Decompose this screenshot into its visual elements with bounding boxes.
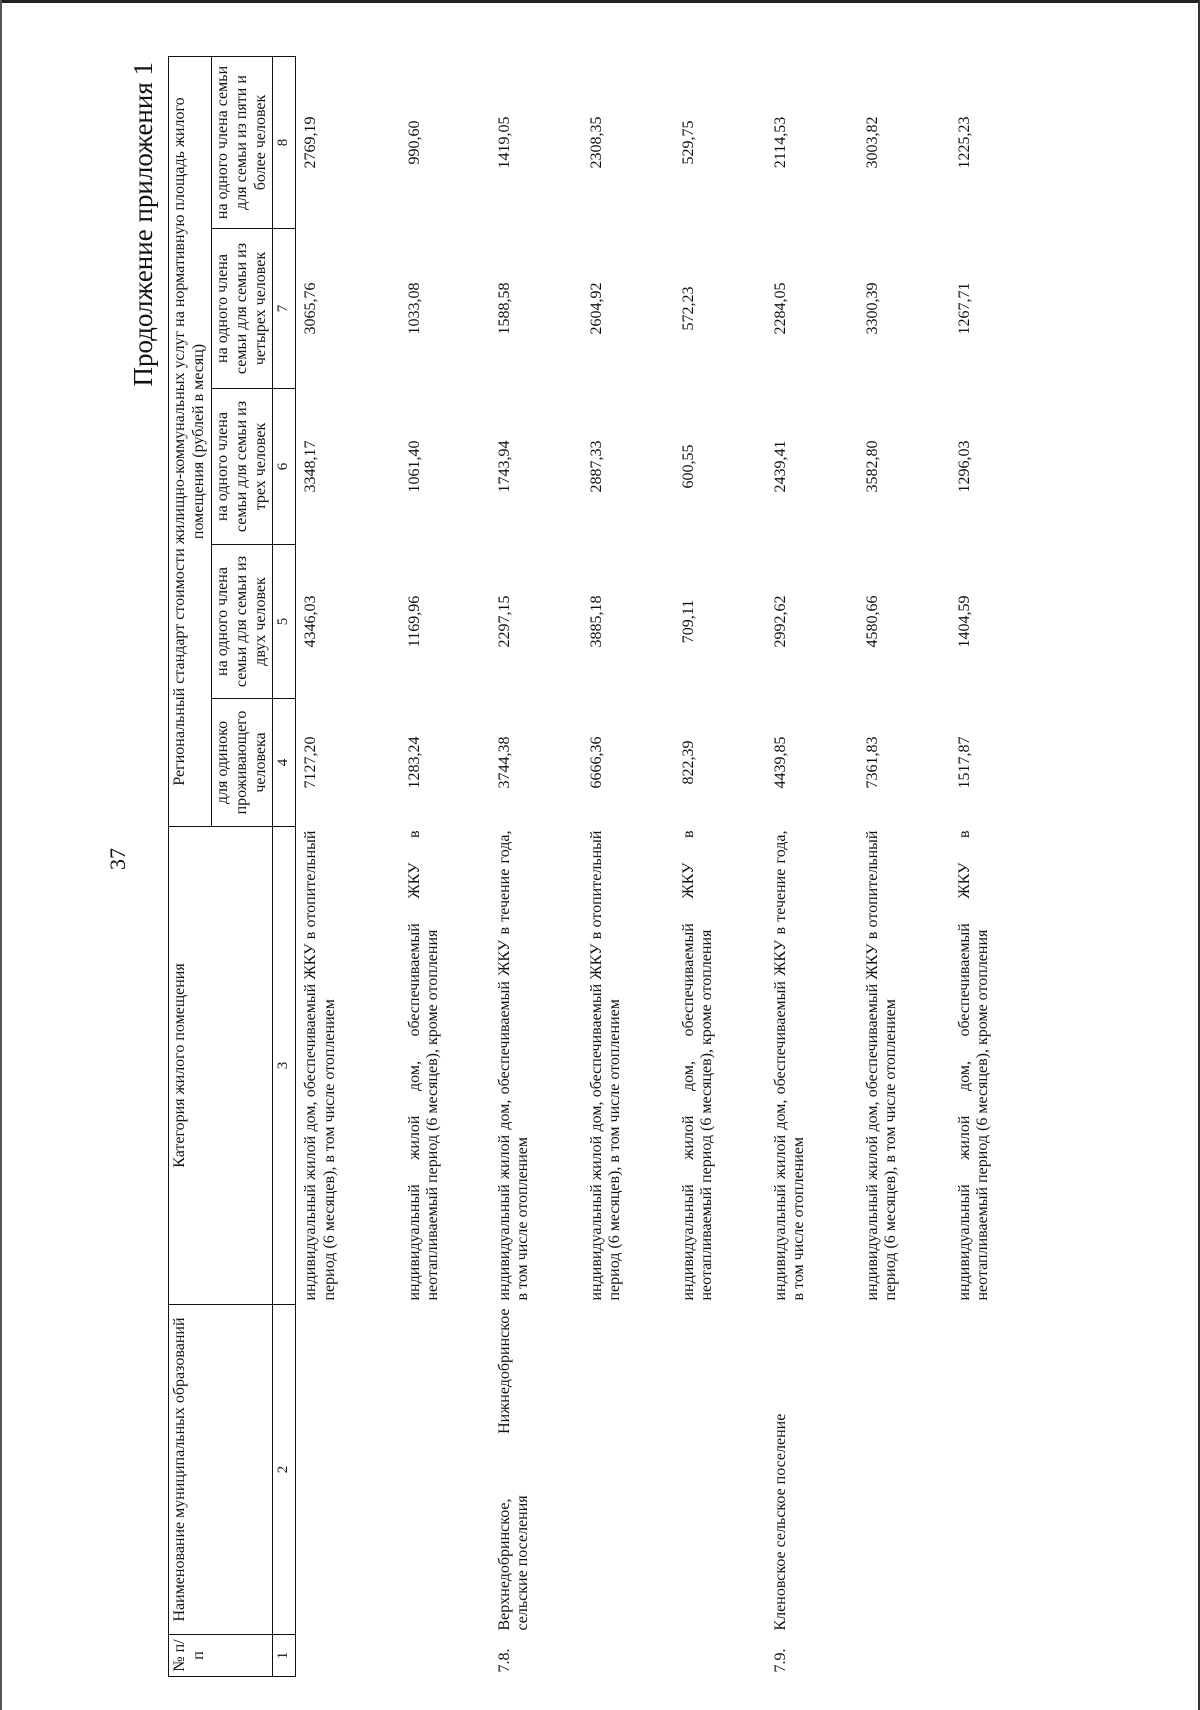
colnum-7: 7 bbox=[273, 229, 296, 389]
row-category: индивидуальный жилой дом, обеспечиваемый ЖКУ в отопительный период (6 месяцев), в том числе отоплением bbox=[587, 830, 624, 1301]
cost-standard-table bbox=[168, 56, 1040, 1677]
table-row bbox=[674, 56, 766, 1676]
row-municipality bbox=[400, 1305, 490, 1635]
header-sub-four: на одного члена семьи для семьи из четырех человек bbox=[211, 229, 273, 389]
header-category: Категория жилого помещения bbox=[169, 827, 273, 1305]
value-three: 600,55 bbox=[679, 444, 697, 489]
header-sub-single: для одиноко проживающего человека bbox=[211, 699, 273, 827]
table-row bbox=[400, 56, 490, 1676]
value-four: 3300,39 bbox=[863, 282, 881, 335]
colnum-3: 3 bbox=[273, 827, 296, 1305]
table-row bbox=[296, 56, 400, 1676]
continuation-title: Продолжение приложения 1 bbox=[128, 62, 158, 387]
row-category: индивидуальный жилой дом, обеспечиваемый ЖКУ в течение года, в том числе отоплением bbox=[495, 830, 532, 1301]
row-category: индивидуальный жилой дом, обеспечиваемый ЖКУ в течение года, в том числе отоплением bbox=[771, 830, 808, 1301]
row-category: индивидуальный жилой дом, обеспечиваемый ЖКУ в неотапливаемый период (6 месяцев), кроме отопления bbox=[405, 830, 442, 1301]
row-category: индивидуальный жилой дом, обеспечиваемый ЖКУ в неотапливаемый период (6 месяцев), кроме отопления bbox=[679, 830, 716, 1301]
value-two: 4580,66 bbox=[863, 595, 881, 648]
colnum-2: 2 bbox=[273, 1305, 296, 1635]
value-four: 3065,76 bbox=[302, 282, 320, 335]
colnum-8: 8 bbox=[273, 56, 296, 228]
value-four: 1033,08 bbox=[405, 282, 423, 335]
value-five: 1419,05 bbox=[495, 116, 513, 169]
table-row bbox=[582, 56, 674, 1676]
row-num bbox=[582, 1635, 674, 1677]
value-three: 1743,94 bbox=[495, 440, 513, 493]
value-five: 990,60 bbox=[405, 120, 423, 165]
value-two: 1404,59 bbox=[955, 595, 973, 648]
row-category: индивидуальный жилой дом, обеспечиваемый ЖКУ в отопительный период (6 месяцев), в том числе отоплением bbox=[863, 830, 900, 1301]
row-num: 7.8. bbox=[495, 1648, 513, 1673]
value-four: 572,23 bbox=[679, 286, 697, 331]
value-single: 822,39 bbox=[679, 740, 697, 785]
header-sub-five: на одного члена семьи для семьи из пяти и более человек bbox=[211, 56, 273, 228]
value-four: 1588,58 bbox=[495, 282, 513, 335]
row-municipality bbox=[858, 1305, 950, 1635]
value-single: 1517,87 bbox=[955, 736, 973, 789]
table-row bbox=[858, 56, 950, 1676]
value-single: 7361,83 bbox=[863, 736, 881, 789]
value-five: 2114,53 bbox=[771, 116, 789, 169]
row-num bbox=[950, 1635, 1040, 1677]
value-three: 3348,17 bbox=[302, 440, 320, 493]
value-two: 1169,96 bbox=[405, 595, 423, 648]
row-municipality bbox=[950, 1305, 1040, 1635]
value-five: 1225,23 bbox=[955, 116, 973, 169]
table-row bbox=[950, 56, 1040, 1676]
value-four: 2284,05 bbox=[771, 282, 789, 335]
row-municipality bbox=[674, 1305, 766, 1635]
row-municipality bbox=[296, 1305, 400, 1635]
row-municipality bbox=[582, 1305, 674, 1635]
value-two: 4346,03 bbox=[302, 595, 320, 648]
value-four: 1267,71 bbox=[955, 282, 973, 335]
value-three: 2887,33 bbox=[587, 440, 605, 493]
row-category: индивидуальный жилой дом, обеспечиваемый ЖКУ в отопительный период (6 месяцев), в том числе отоплением bbox=[302, 830, 338, 1301]
value-five: 529,75 bbox=[679, 120, 697, 165]
value-single: 4439,85 bbox=[771, 736, 789, 789]
row-num: 7.9. bbox=[771, 1648, 789, 1673]
header-municipality: Наименование муниципальных образований bbox=[169, 1305, 273, 1635]
value-two: 2992,62 bbox=[771, 595, 789, 648]
value-five: 2769,19 bbox=[302, 116, 320, 169]
header-standard: Региональный стандарт стоимости жилищно-коммунальных услуг на нормативную площадь жилого помещения (рублей в месяц) bbox=[169, 56, 212, 826]
value-single: 3744,38 bbox=[495, 736, 513, 789]
row-municipality: Кленовское сельское поселение bbox=[771, 1413, 789, 1631]
header-num: № п/п bbox=[169, 1635, 273, 1677]
value-three: 3582,80 bbox=[863, 440, 881, 493]
colnum-1: 1 bbox=[273, 1635, 296, 1677]
row-category: индивидуальный жилой дом, обеспечиваемый ЖКУ в неотапливаемый период (6 месяцев), кроме отопления bbox=[955, 830, 992, 1301]
value-four: 2604,92 bbox=[587, 282, 605, 335]
row-num bbox=[674, 1635, 766, 1677]
page-number: 37 bbox=[105, 848, 130, 870]
value-single: 7127,20 bbox=[302, 736, 320, 789]
value-five: 3003,82 bbox=[863, 116, 881, 169]
value-three: 1296,03 bbox=[955, 440, 973, 493]
row-num bbox=[400, 1635, 490, 1677]
colnum-4: 4 bbox=[273, 699, 296, 827]
header-sub-three: на одного члена семьи для семьи из трех человек bbox=[211, 389, 273, 545]
value-two: 709,11 bbox=[679, 599, 697, 644]
value-five: 2308,35 bbox=[587, 116, 605, 169]
value-single: 1283,24 bbox=[405, 736, 423, 789]
colnum-5: 5 bbox=[273, 545, 296, 699]
table-row bbox=[490, 56, 582, 1676]
value-three: 1061,40 bbox=[405, 440, 423, 493]
column-numbers-row bbox=[273, 56, 296, 1676]
row-num bbox=[296, 1635, 400, 1677]
colnum-6: 6 bbox=[273, 389, 296, 545]
row-num bbox=[858, 1635, 950, 1677]
value-single: 6666,36 bbox=[587, 736, 605, 789]
value-three: 2439,41 bbox=[771, 440, 789, 493]
value-two: 3885,18 bbox=[587, 595, 605, 648]
header-sub-two: на одного члена семьи для семьи из двух человек bbox=[211, 545, 273, 699]
row-municipality: Верхнедобринское, Нижнедобринское сельские поселения bbox=[495, 1308, 532, 1631]
value-two: 2297,15 bbox=[495, 595, 513, 648]
table-row bbox=[766, 56, 858, 1676]
